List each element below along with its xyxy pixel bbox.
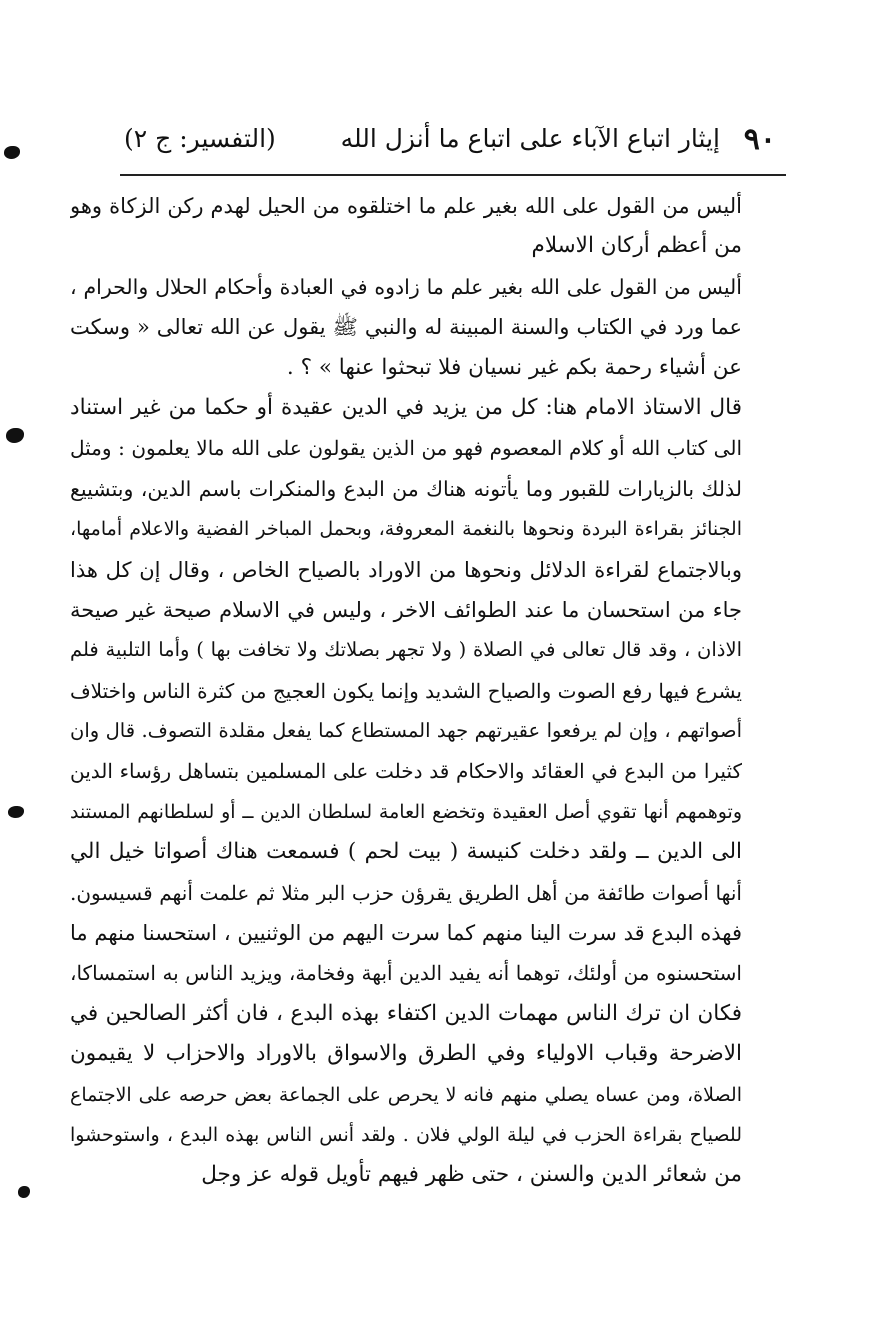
page-number: ٩٠ xyxy=(743,122,776,157)
text-line: يشرع فيها رفع الصوت والصياح الشديد وإنما يكون العجيج من كثرة الناس واختلاف xyxy=(70,678,742,703)
text-line: الجنائز بقراءة البردة ونحوها بالنغمة المعروفة، وبحمل المباخر الفضية والاعلام أمامها، xyxy=(70,518,742,541)
text-line: عما ورد في الكتاب والسنة المبينة له والنبي ﷺ يقول عن الله تعالى « وسكت xyxy=(70,315,742,340)
text-line: فكان ان ترك الناس مهمات الدين اكتفاء بهذه البدع ، فان أكثر الصالحين في xyxy=(70,1000,742,1026)
text-line: كثيرا من البدع في العقائد والاحكام قد دخلت على المسلمين بتساهل رؤساء الدين xyxy=(70,759,742,784)
text-line: عن أشياء رحمة بكم غير نسيان فلا تبحثوا عنها » ؟ . xyxy=(286,354,742,380)
text-line: جاء من استحسان ما عند الطوائف الاخر ، وليس في الاسلام صيحة غير صيحة xyxy=(70,597,742,622)
text-line: لذلك بالزيارات للقبور وما يأتونه هناك من البدع والمنكرات باسم الدين، وبتشييع xyxy=(70,476,742,501)
text-line: وتوهمهم أنها تقوي أصل العقيدة وتخضع العامة لسلطان الدين ــ أو لسلطانهم المستند xyxy=(70,800,742,823)
text-line: للصياح بقراءة الحزب في ليلة الولي فلان . ولقد أنس الناس بهذه البدع ، واستوحشوا xyxy=(70,1123,742,1146)
text-line: الاذان ، وقد قال تعالى في الصلاة ( ولا تجهر بصلاتك ولا تخافت بها ) وأما التلبية فلم xyxy=(70,638,742,662)
page-header xyxy=(118,118,786,164)
text-line: أصواتهم ، وإن لم يرفعوا عقيرتهم جهد المستطاع كما يفعل مقلدة التصوف. قال وان xyxy=(70,719,742,743)
text-line: فهذه البدع قد سرت الينا منهم كما سرت اليهم من الوثنيين ، استحسنا منهم ما xyxy=(70,921,742,946)
volume-reference: (التفسير: ج ٢) xyxy=(124,124,276,153)
text-line: وبالاجتماع لقراءة الدلائل ونحوها من الاوراد بالصياح الخاص ، وقال إن كل هذا xyxy=(70,557,742,582)
text-line: من شعائر الدين والسنن ، حتى ظهر فيهم تأويل قوله عز وجل xyxy=(201,1162,742,1188)
text-line: قال الاستاذ الامام هنا: كل من يزيد في الدين عقيدة أو حكما من غير استناد xyxy=(70,394,742,420)
text-line: الى كتاب الله أو كلام المعصوم فهو من الذين يقولون على الله مالا يعلمون : ومثل xyxy=(70,436,742,461)
scan-mark xyxy=(8,806,24,818)
text-line: الصلاة، ومن عساه يصلي منهم فانه لا يحرص على الجماعة بعض حرصه على الاجتماع xyxy=(70,1083,742,1106)
text-line: الاضرحة وقباب الاولياء وفي الطرق والاسواق بالاوراد والاحزاب لا يقيمون xyxy=(70,1041,742,1067)
scan-mark xyxy=(4,146,20,159)
text-line: أليس من القول على الله بغير علم ما اختلقوه من الحيل لهدم ركن الزكاة وهو xyxy=(70,194,742,218)
scan-mark xyxy=(6,428,24,443)
text-line: أليس من القول على الله بغير علم ما زادوه في العبادة وأحكام الحلال والحرام ، xyxy=(70,274,742,299)
running-title: إيثار اتباع الآباء على اتباع ما أنزل الله xyxy=(340,124,720,153)
scan-mark xyxy=(18,1186,30,1198)
text-line: استحسنوه من أولئك، توهما أنه يفيد الدين أبهة وفخامة، ويزيد الناس به استمساكا، xyxy=(70,961,742,986)
header-rule xyxy=(120,174,786,176)
body-text xyxy=(70,186,742,1196)
text-line: من أعظم أركان الاسلام xyxy=(531,233,742,259)
text-line: الى الدين ــ ولقد دخلت كنيسة ( بيت لحم ) فسمعت هناك أصواتا خيل الي xyxy=(70,839,742,865)
text-line: أنها أصوات طائفة من أهل الطريق يقرؤن حزب البر مثلا ثم علمت أنهم قسيسون. xyxy=(70,880,742,905)
